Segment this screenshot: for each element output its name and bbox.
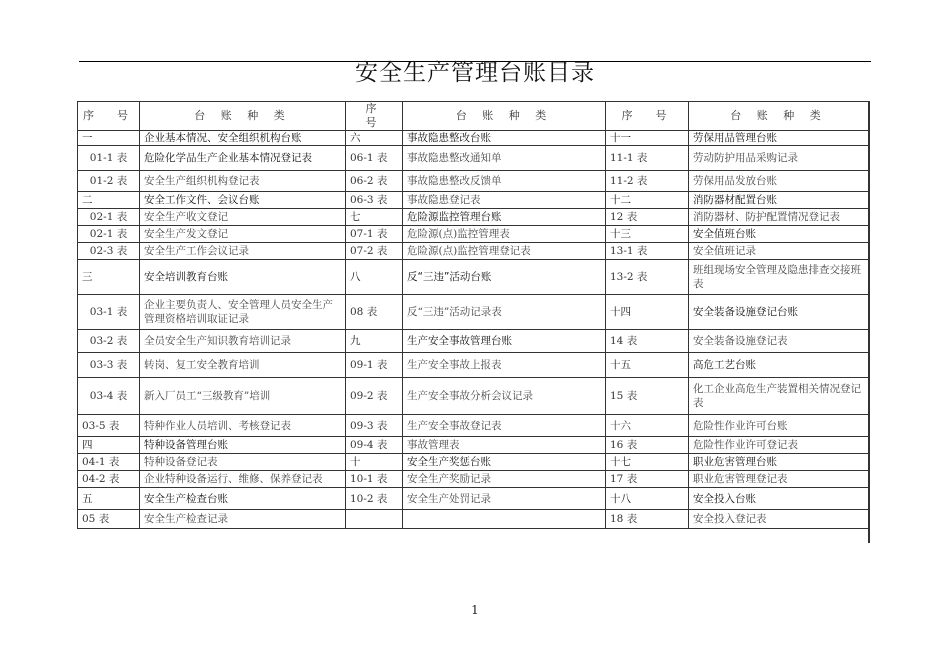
ledger-name-cell: 生产安全事故上报表 <box>403 353 606 378</box>
serial-cell: 一 <box>78 131 140 146</box>
serial-cell: 03-1 表 <box>78 295 140 330</box>
ledger-name-cell: 安全生产工作会议记录 <box>140 243 346 260</box>
serial-cell: 09-2 表 <box>346 378 403 415</box>
serial-cell: 三 <box>78 260 140 295</box>
serial-cell: 10-1 表 <box>346 471 403 488</box>
table-row <box>78 243 869 260</box>
ledger-name-cell: 消防器材配置台账 <box>689 192 869 209</box>
serial-cell: 09-4 表 <box>346 437 403 454</box>
table-row <box>78 353 869 378</box>
serial-cell: 13-2 表 <box>606 260 689 295</box>
table-row <box>78 437 869 454</box>
ledger-name-cell: 反“三违”活动记录表 <box>403 295 606 330</box>
ledger-name-cell: 高危工艺台账 <box>689 353 869 378</box>
table-row <box>78 378 869 415</box>
ledger-name-cell: 安全装备设施登记表 <box>689 330 869 353</box>
ledger-name-cell: 安全生产处罚记录 <box>403 488 606 510</box>
ledger-name-cell: 事故隐患整改通知单 <box>403 146 606 171</box>
ledger-name-cell: 安全投入台账 <box>689 488 869 510</box>
ledger-name-cell: 化工企业高危生产装置相关情况登记表 <box>689 378 869 415</box>
ledger-name-cell: 生产安全事故登记表 <box>403 415 606 437</box>
ledger-name-cell: 安全装备设施登记台账 <box>689 295 869 330</box>
ledger-name-cell: 班组现场安全管理及隐患排查交接班表 <box>689 260 869 295</box>
header-ledger-type: 台 账 种 类 <box>403 102 606 131</box>
table-row <box>78 415 869 437</box>
header-serial: 序 号 <box>78 102 140 131</box>
table-row <box>78 488 869 510</box>
serial-cell: 03-4 表 <box>78 378 140 415</box>
serial-cell: 八 <box>346 260 403 295</box>
table-row <box>78 209 869 226</box>
ledger-name-cell: 事故隐患整改台账 <box>403 131 606 146</box>
serial-cell: 十八 <box>606 488 689 510</box>
table-row <box>78 510 869 529</box>
serial-cell: 五 <box>78 488 140 510</box>
ledger-name-cell: 劳动防护用品采购记录 <box>689 146 869 171</box>
table-row <box>78 131 869 146</box>
serial-cell: 16 表 <box>606 437 689 454</box>
ledger-name-cell: 事故管理表 <box>403 437 606 454</box>
serial-cell: 05 表 <box>78 510 140 529</box>
table-row <box>78 146 869 171</box>
ledger-name-cell: 安全生产组织机构登记表 <box>140 171 346 192</box>
serial-cell: 六 <box>346 131 403 146</box>
ledger-index-table <box>77 101 869 529</box>
ledger-name-cell: 全员安全生产知识教育培训记录 <box>140 330 346 353</box>
serial-cell: 11-1 表 <box>606 146 689 171</box>
serial-cell: 01-2 表 <box>78 171 140 192</box>
ledger-name-cell: 安全生产发文登记 <box>140 226 346 243</box>
serial-cell <box>346 510 403 529</box>
table-row <box>78 454 869 471</box>
ledger-name-cell: 消防器材、防护配置情况登记表 <box>689 209 869 226</box>
table-row <box>78 295 869 330</box>
serial-cell: 06-1 表 <box>346 146 403 171</box>
ledger-name-cell: 安全投入登记表 <box>689 510 869 529</box>
ledger-name-cell: 安全生产检查台账 <box>140 488 346 510</box>
serial-cell: 02-3 表 <box>78 243 140 260</box>
serial-cell: 十一 <box>606 131 689 146</box>
ledger-name-cell: 危险化学品生产企业基本情况登记表 <box>140 146 346 171</box>
table-header-row <box>78 102 869 131</box>
serial-cell: 07-2 表 <box>346 243 403 260</box>
ledger-name-cell: 转岗、复工安全教育培训 <box>140 353 346 378</box>
serial-cell: 13-1 表 <box>606 243 689 260</box>
ledger-name-cell: 生产安全事故分析会议记录 <box>403 378 606 415</box>
serial-cell: 十四 <box>606 295 689 330</box>
serial-cell: 10-2 表 <box>346 488 403 510</box>
ledger-name-cell: 企业特种设备运行、维修、保养登记表 <box>140 471 346 488</box>
table-row <box>78 260 869 295</box>
serial-cell: 十 <box>346 454 403 471</box>
serial-cell: 十七 <box>606 454 689 471</box>
ledger-name-cell: 新入厂员工“三级教育”培训 <box>140 378 346 415</box>
ledger-name-cell: 职业危害管理台账 <box>689 454 869 471</box>
table-shadow <box>868 101 870 543</box>
table-row <box>78 192 869 209</box>
ledger-name-cell: 特种设备登记表 <box>140 454 346 471</box>
ledger-name-cell: 安全工作文件、会议台账 <box>140 192 346 209</box>
serial-cell: 十三 <box>606 226 689 243</box>
ledger-name-cell: 企业基本情况、安全组织机构台账 <box>140 131 346 146</box>
serial-cell: 15 表 <box>606 378 689 415</box>
ledger-name-cell: 职业危害管理登记表 <box>689 471 869 488</box>
header-ledger-type: 台 账 种 类 <box>689 102 869 131</box>
header-serial: 序 号 <box>606 102 689 131</box>
serial-cell: 18 表 <box>606 510 689 529</box>
header-ledger-type: 台 账 种 类 <box>140 102 346 131</box>
serial-cell: 02-1 表 <box>78 209 140 226</box>
ledger-name-cell: 安全值班记录 <box>689 243 869 260</box>
serial-cell: 二 <box>78 192 140 209</box>
ledger-name-cell: 安全培训教育台账 <box>140 260 346 295</box>
ledger-name-cell: 劳保用品发放台账 <box>689 171 869 192</box>
ledger-name-cell: 危险源(点)监控管理表 <box>403 226 606 243</box>
ledger-name-cell: 特种设备管理台账 <box>140 437 346 454</box>
table-row <box>78 171 869 192</box>
ledger-name-cell: 安全生产奖惩台账 <box>403 454 606 471</box>
ledger-name-cell: 事故隐患整改反馈单 <box>403 171 606 192</box>
serial-cell: 09-1 表 <box>346 353 403 378</box>
serial-cell: 09-3 表 <box>346 415 403 437</box>
ledger-name-cell: 劳保用品管理台账 <box>689 131 869 146</box>
serial-cell: 07-1 表 <box>346 226 403 243</box>
serial-cell: 06-3 表 <box>346 192 403 209</box>
ledger-name-cell: 反“三违”活动台账 <box>403 260 606 295</box>
serial-cell: 四 <box>78 437 140 454</box>
serial-cell: 04-2 表 <box>78 471 140 488</box>
serial-cell: 12 表 <box>606 209 689 226</box>
serial-cell: 14 表 <box>606 330 689 353</box>
ledger-name-cell: 特种作业人员培训、考核登记表 <box>140 415 346 437</box>
serial-cell: 11-2 表 <box>606 171 689 192</box>
ledger-name-cell <box>403 510 606 529</box>
ledger-name-cell: 危险性作业许可登记表 <box>689 437 869 454</box>
ledger-name-cell: 危险源监控管理台账 <box>403 209 606 226</box>
serial-cell: 08 表 <box>346 295 403 330</box>
serial-cell: 十六 <box>606 415 689 437</box>
serial-cell: 03-2 表 <box>78 330 140 353</box>
serial-cell: 03-5 表 <box>78 415 140 437</box>
serial-cell: 七 <box>346 209 403 226</box>
serial-cell: 02-1 表 <box>78 226 140 243</box>
ledger-name-cell: 生产安全事故管理台账 <box>403 330 606 353</box>
ledger-name-cell: 安全生产收文登记 <box>140 209 346 226</box>
ledger-name-cell: 事故隐患登记表 <box>403 192 606 209</box>
serial-cell: 03-3 表 <box>78 353 140 378</box>
serial-cell: 04-1 表 <box>78 454 140 471</box>
serial-cell: 06-2 表 <box>346 171 403 192</box>
serial-cell: 17 表 <box>606 471 689 488</box>
ledger-name-cell: 危险性作业许可台账 <box>689 415 869 437</box>
table-row <box>78 330 869 353</box>
table-row <box>78 226 869 243</box>
page-title: 安全生产管理台账目录 <box>355 60 595 86</box>
ledger-name-cell: 安全生产奖励记录 <box>403 471 606 488</box>
table-row <box>78 471 869 488</box>
ledger-name-cell: 安全生产检查记录 <box>140 510 346 529</box>
table-body <box>78 131 869 529</box>
page-number: 1 <box>471 603 479 617</box>
serial-cell: 十二 <box>606 192 689 209</box>
serial-cell: 十五 <box>606 353 689 378</box>
serial-cell: 九 <box>346 330 403 353</box>
serial-cell: 01-1 表 <box>78 146 140 171</box>
ledger-name-cell: 企业主要负责人、安全管理人员安全生产管理资格培训取证记录 <box>140 295 346 330</box>
ledger-name-cell: 安全值班台账 <box>689 226 869 243</box>
ledger-name-cell: 危险源(点)监控管理登记表 <box>403 243 606 260</box>
header-serial: 序 号 <box>346 102 403 131</box>
